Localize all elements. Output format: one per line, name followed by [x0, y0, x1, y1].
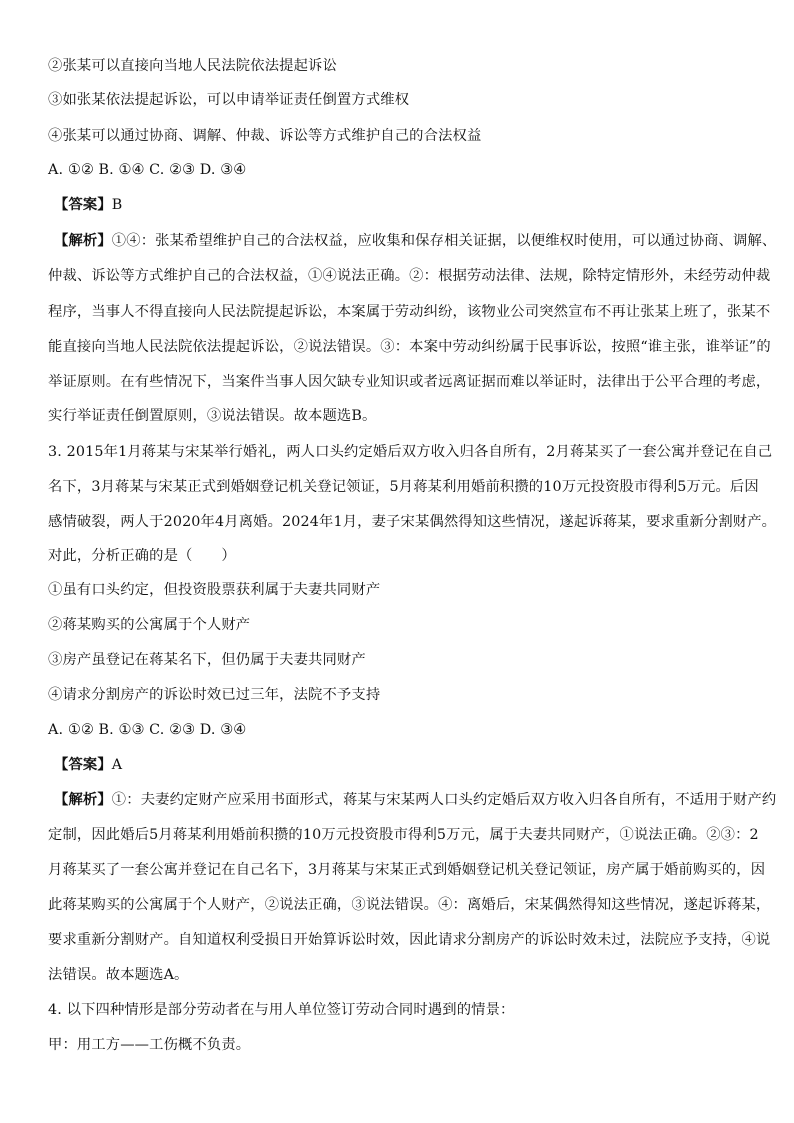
q3-analysis-line: 定制，因此婚后5月蒋某利用婚前积攒的10万元投资股市得利5万元，属于夫妻共同财产，①说法正确。②③：2	[48, 827, 759, 843]
analysis-text: ①：夫妻约定财产应采用书面形式，蒋某与宋某两人口头约定婚后双方收入归各自所有，不适用于财产约	[111, 792, 777, 808]
q4-stem: 4. 以下四种情形是部分劳动者在与用人单位签订劳动合同时遇到的情景：	[48, 1002, 515, 1018]
q2-analysis-line: 仲裁、诉讼等方式维护自己的合法权益，①④说法正确。②：根据劳动法律、法规，除特定情形外，未经劳动仲裁	[48, 268, 771, 284]
q3-choices: A. ①② B. ①③ C. ②③ D. ③④	[48, 722, 247, 738]
q3-analysis-line: 此蒋某购买的公寓属于个人财产，②说法正确，③说法错误。④：离婚后，宋某偶然得知这些情况，遂起诉蒋某，	[48, 897, 771, 913]
q2-choices: A. ①② B. ①④ C. ②③ D. ③④	[48, 162, 247, 178]
q3-analysis-line: 要求重新分割财产。自知道权利受损日开始算诉讼时效，因此请求分割房产的诉讼时效未过，法院应予支持，④说	[48, 932, 771, 948]
q3-stem-line: 对此，分析正确的是（ ）	[48, 548, 236, 564]
answer-value: A	[111, 757, 123, 773]
q3-analysis-line: 月蒋某买了一套公寓并登记在自己名下，3月蒋某与宋某正式到婚姻登记机关登记领证，房产属于婚前购买的，因	[48, 862, 766, 878]
q3-analysis-line: 法错误。故本题选A。	[48, 967, 189, 983]
q2-analysis-line: 实行举证责任倒置原则，③说法错误。故本题选B。	[48, 408, 377, 424]
q2-option-4: ④张某可以通过协商、调解、仲裁、诉讼等方式维护自己的合法权益	[48, 128, 482, 144]
q2-analysis-line: 程序，当事人不得直接向人民法院提起诉讼，本案属于劳动纠纷，该物业公司突然宣布不再让张某上班了，张某不	[48, 304, 771, 320]
q3-option-4: ④请求分割房产的诉讼时效已过三年，法院不予支持	[48, 687, 381, 703]
analysis-text: ①④：张某希望维护自己的合法权益，应收集和保存相关证据，以便维权时使用，可以通过协商、调解、	[111, 233, 777, 249]
q2-analysis-line	[54, 231, 777, 251]
q2-analysis-line: 举证原则。在有些情况下，当案件当事人因欠缺专业知识或者远离证据而难以举证时，法律出于公平合理的考虑，	[48, 374, 771, 390]
answer-label: 【答案】	[54, 197, 112, 213]
answer-label: 【答案】	[54, 757, 112, 773]
q2-answer	[54, 195, 754, 215]
q3-answer	[54, 755, 754, 775]
q2-option-2: ②张某可以直接向当地人民法院依法提起诉讼	[48, 58, 337, 74]
q2-option-3: ③如张某依法提起诉讼，可以申请举证责任倒置方式维权	[48, 92, 410, 108]
analysis-label: 【解析】	[54, 233, 112, 249]
q3-option-2: ②蒋某购买的公寓属于个人财产	[48, 617, 251, 633]
analysis-label: 【解析】	[54, 792, 112, 808]
q3-stem-line: 感情破裂，两人于2020年4月离婚。2024年1月，妻子宋某偶然得知这些情况，遂起诉蒋某，要求重新分割财产。	[48, 514, 777, 530]
q3-option-1: ①虽有口头约定，但投资股票获利属于夫妻共同财产	[48, 582, 381, 598]
q4-item-1: 甲：用工方——工伤概不负责。	[48, 1037, 251, 1053]
q3-stem-line: 名下，3月蒋某与宋某正式到婚姻登记机关登记领证，5月蒋某利用婚前积攒的10万元投资股市得利5万元。后因	[48, 479, 759, 495]
q3-option-3: ③房产虽登记在蒋某名下，但仍属于夫妻共同财产	[48, 652, 366, 668]
q3-analysis-line	[54, 790, 777, 810]
answer-value: B	[111, 197, 123, 213]
q3-stem-line: 3. 2015年1月蒋某与宋某举行婚礼，两人口头约定婚后双方收入归各自所有，2月蒋某买了一套公寓并登记在自己	[48, 444, 773, 460]
q2-analysis-line: 能直接向当地人民法院依法提起诉讼，②说法错误。③：本案中劳动纠纷属于民事诉讼，按照“谁主张，谁举证”的	[48, 339, 771, 355]
